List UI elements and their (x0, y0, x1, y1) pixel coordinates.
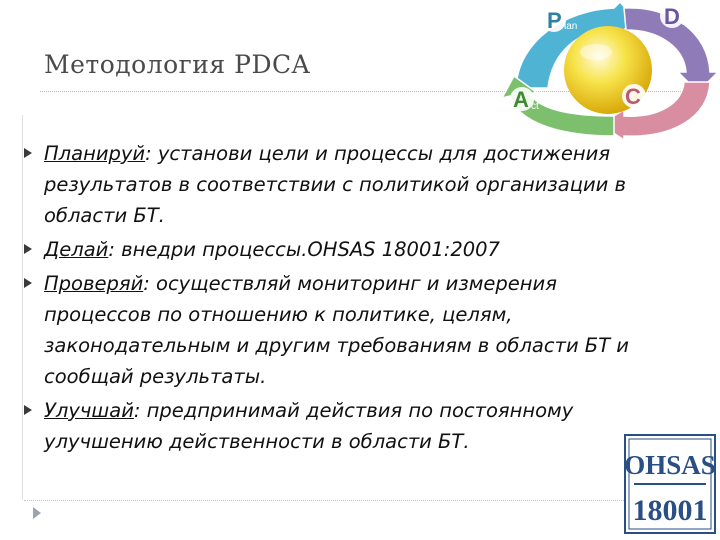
act-initial: A (513, 87, 529, 112)
bullet-term: Проверяй (44, 272, 144, 295)
triangle-right-icon (24, 278, 32, 288)
do-rest: o (681, 17, 687, 28)
bullet-term: Делай (44, 238, 109, 261)
act-rest: ct (531, 101, 539, 112)
bullet-body: : осуществляй мониторинг и измерения процессов по отношению к политике, целям, законодательным и другим требованиям в области БТ и сообщай результаты. (44, 272, 629, 388)
bullet-item-act (0, 395, 660, 457)
bullet-term: Планируй (44, 142, 146, 165)
bullet-text (44, 395, 660, 457)
plan-initial: P (547, 8, 562, 33)
bullet-list (0, 138, 660, 460)
bullet-item-do (0, 234, 660, 265)
triangle-right-icon (24, 405, 32, 415)
footer-divider (24, 500, 624, 501)
nav-arrow-icon[interactable] (33, 507, 41, 519)
plan-rest: lan (564, 21, 578, 32)
bullet-item-plan (0, 138, 660, 231)
ohsas-logo (624, 434, 716, 534)
bullet-body: : установи цели и процессы для достижения результатов в соответствии с политикой организации в области БТ. (44, 142, 627, 227)
do-initial: D (664, 4, 680, 29)
bullet-item-check (0, 268, 660, 392)
triangle-right-icon (24, 244, 32, 254)
check-initial: C (625, 84, 641, 109)
bullet-text (44, 268, 660, 392)
logo-top-text: OHSAS (624, 450, 716, 480)
bullet-term: Улучшай (44, 399, 134, 422)
bullet-text (44, 138, 660, 231)
bullet-body: : внедри процессы.OHSAS 18001:2007 (108, 238, 500, 261)
bullet-body: : предпринимай действия по постоянному улучшению действенности в области БТ. (44, 399, 574, 453)
triangle-right-icon (24, 148, 32, 158)
pdca-cycle-diagram (496, 0, 720, 140)
logo-bottom-text: 18001 (632, 494, 708, 527)
bullet-text (44, 234, 660, 265)
check-rest: heck (642, 98, 664, 109)
slide-title: Методология PDCA (44, 50, 311, 79)
